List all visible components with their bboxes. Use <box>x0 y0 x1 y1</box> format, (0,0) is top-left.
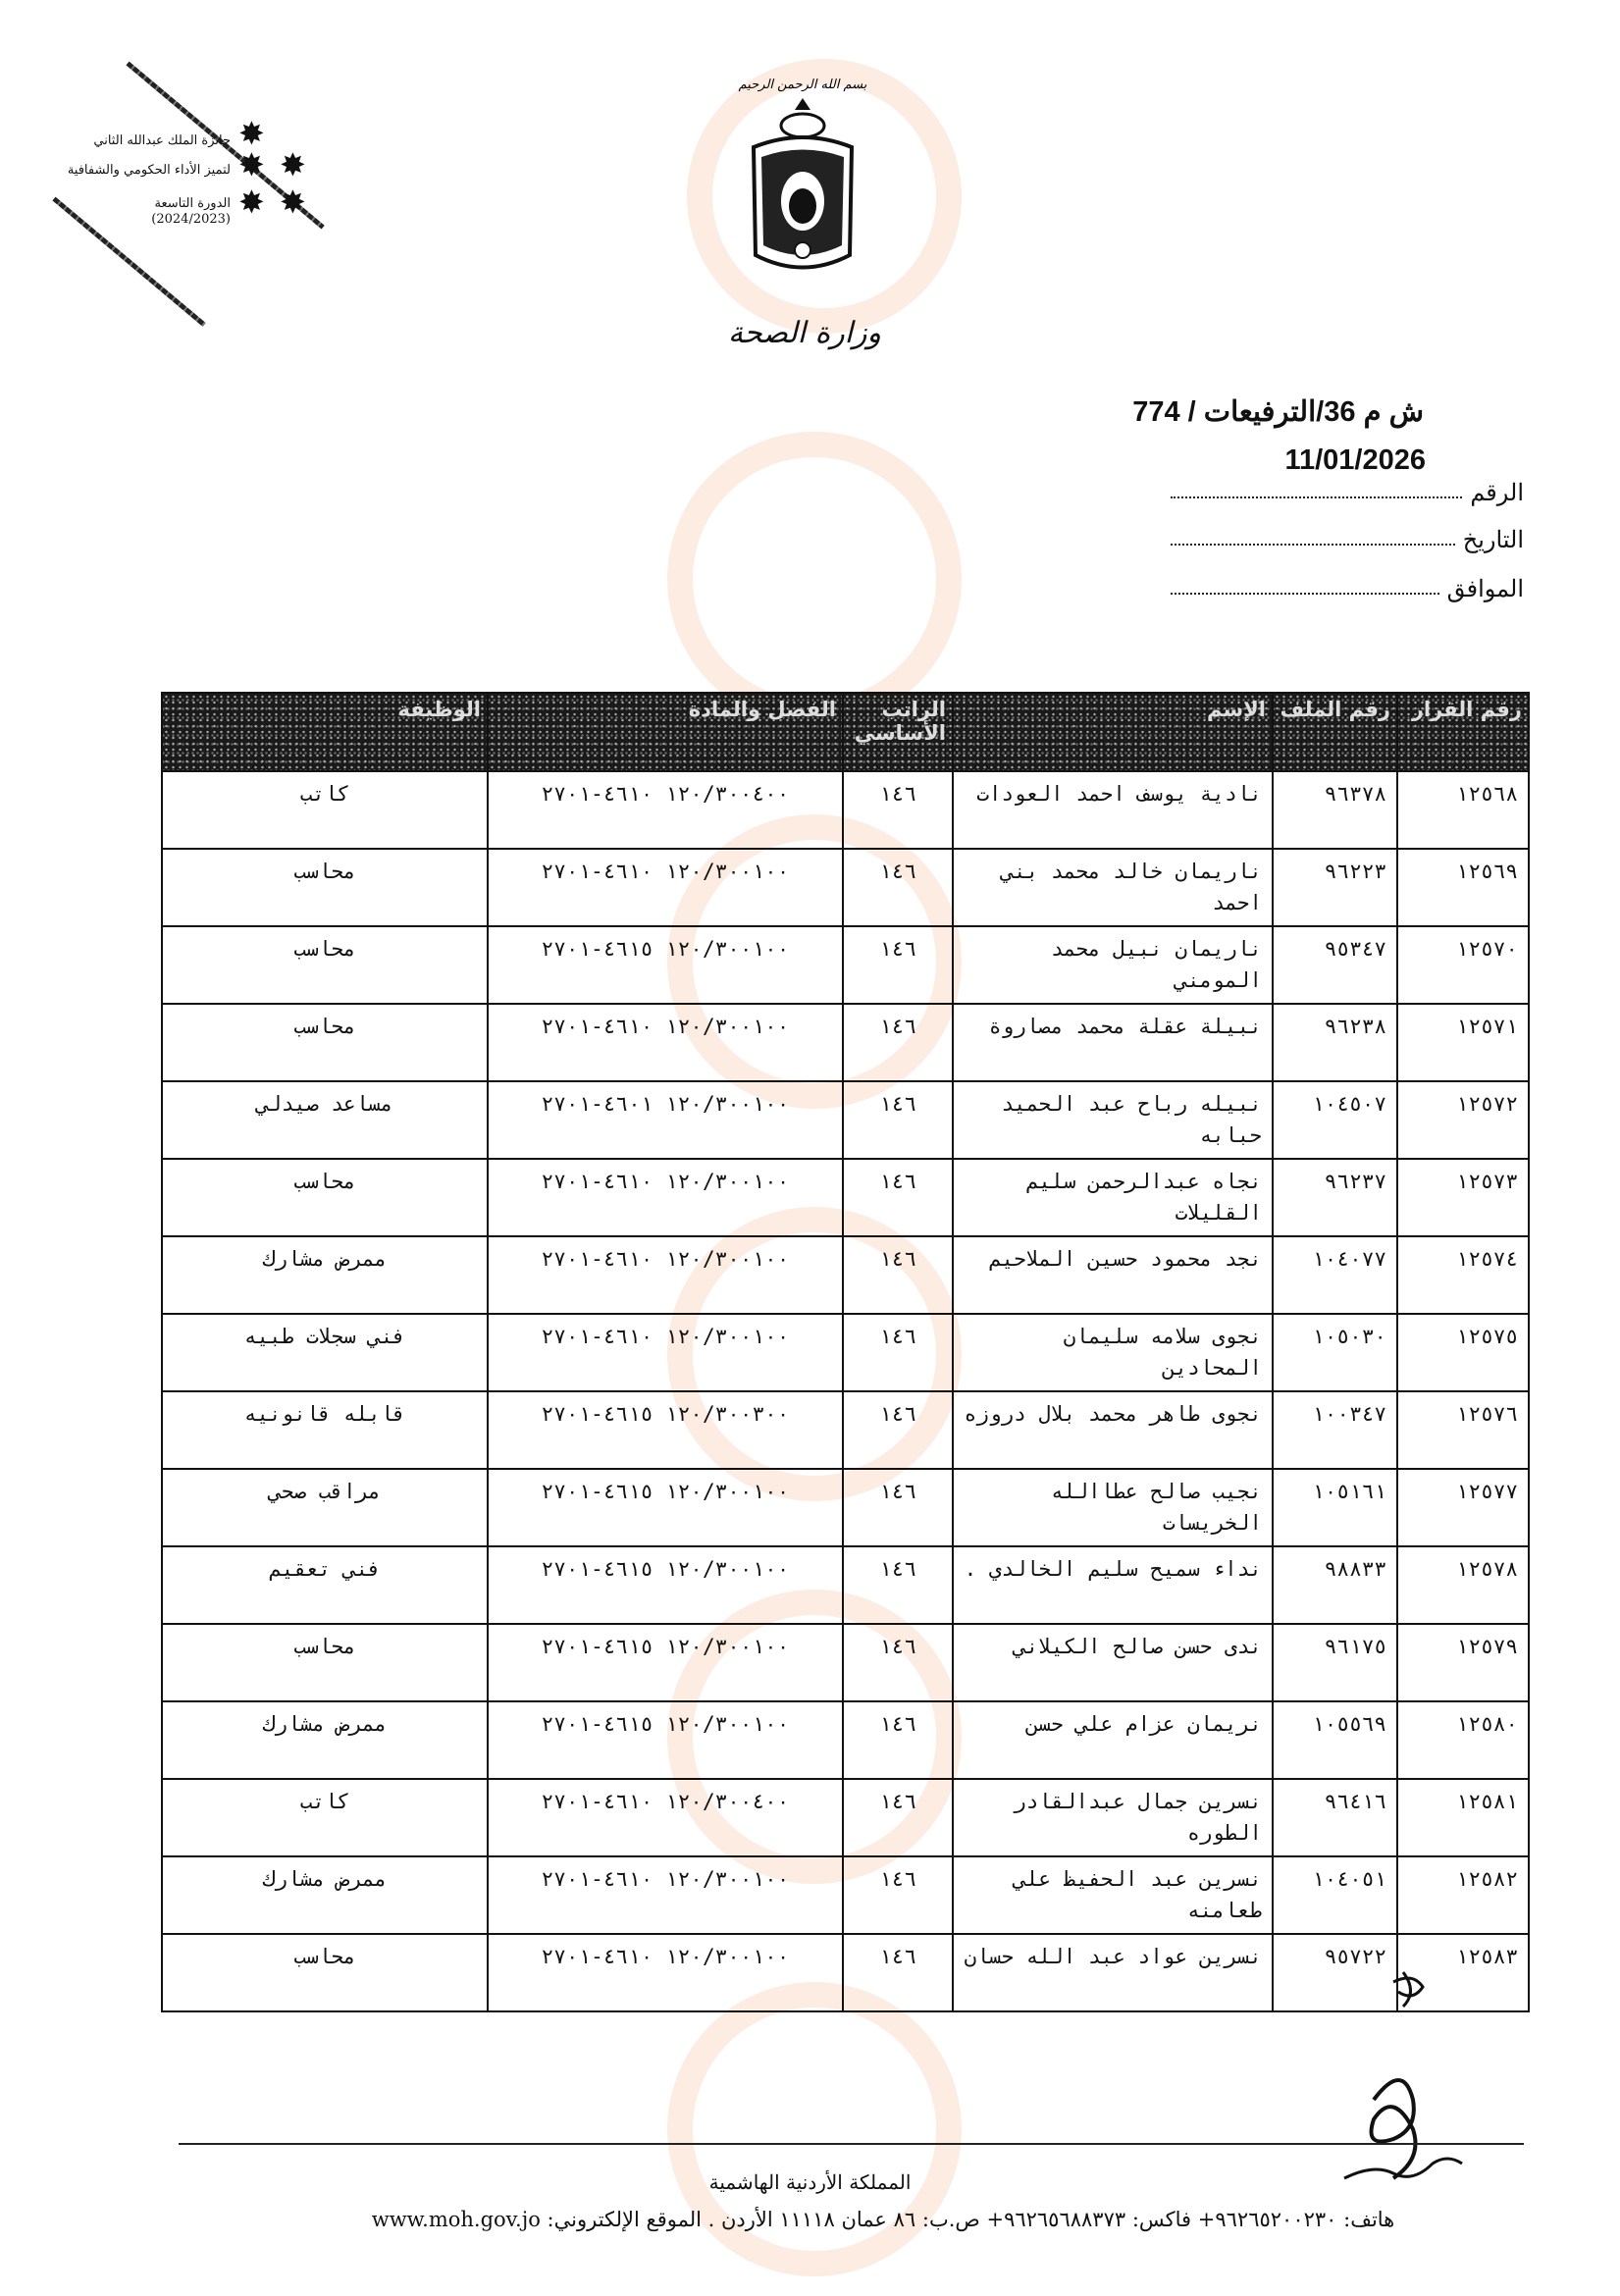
job-title-cell: ممرض مشارك <box>162 1236 488 1314</box>
header-job-title: الوظيفة <box>162 693 488 771</box>
watermark-clock <box>667 432 962 726</box>
header-chapter-article: الفصل والمادة <box>488 693 843 771</box>
star-icon: ✸ <box>280 146 306 183</box>
decision-number-cell: ١٢٥٧١ <box>1397 1004 1529 1081</box>
award-stamp <box>54 59 339 304</box>
table-row <box>162 1701 1529 1779</box>
job-title-cell: محاسب <box>162 1624 488 1701</box>
meta-date-row <box>1171 514 1524 553</box>
star-icon: ✸ <box>238 115 265 152</box>
promotions-table <box>161 692 1530 2012</box>
table-row <box>162 1314 1529 1391</box>
table-row <box>162 926 1529 1004</box>
name-cell: نجوى طاهر محمد بلال دروزه <box>953 1391 1273 1469</box>
file-number-cell: ٩٦١٧٥ <box>1273 1624 1397 1701</box>
decision-number-cell: ١٢٥٨١ <box>1397 1779 1529 1856</box>
table-row <box>162 1546 1529 1624</box>
decision-number-cell: ١٢٥٧٧ <box>1397 1469 1529 1546</box>
file-number-cell: ١٠٤٥٠٧ <box>1273 1081 1397 1159</box>
chapter-article-cell: ١٢٠/٣٠٠١٠٠ ٤٦١٥-٢٧٠١ <box>488 926 843 1004</box>
chapter-article-cell: ١٢٠/٣٠٠١٠٠ ٤٦١٠-٢٧٠١ <box>488 1159 843 1236</box>
job-title-cell: ممرض مشارك <box>162 1701 488 1779</box>
basic-salary-cell: ١٤٦ <box>843 1624 953 1701</box>
header-name: الإسم <box>953 693 1273 771</box>
decision-number-cell: ١٢٥٧٣ <box>1397 1159 1529 1236</box>
file-number-cell: ٩٦٣٧٨ <box>1273 771 1397 849</box>
star-icon: ✸ <box>238 146 265 183</box>
name-cell: نسرين عواد عبد الله حسان <box>953 1934 1273 2011</box>
header-file-number: رقم الملف <box>1273 693 1397 771</box>
ministry-name: وزارة الصحة <box>728 316 881 350</box>
file-number-cell: ٩٦٤١٦ <box>1273 1779 1397 1856</box>
basic-salary-cell: ١٤٦ <box>843 1081 953 1159</box>
stamp-line-3: الدورة التاسعة <box>154 196 231 211</box>
table-row <box>162 1856 1529 1934</box>
file-number-cell: ١٠٥٠٣٠ <box>1273 1314 1397 1391</box>
file-number-cell: ١٠٥٥٦٩ <box>1273 1701 1397 1779</box>
basmala: بسم الله الرحمن الرحيم <box>738 78 867 92</box>
basic-salary-cell: ١٤٦ <box>843 1004 953 1081</box>
job-title-cell: قابله قانونيه <box>162 1391 488 1469</box>
table-row <box>162 849 1529 926</box>
stamp-line-4: (2024/2023) <box>151 212 231 227</box>
chapter-article-cell: ١٢٠/٣٠٠١٠٠ ٤٦١٥-٢٧٠١ <box>488 1624 843 1701</box>
meta-corresponding-row <box>1171 563 1524 602</box>
star-icon: ✸ <box>238 183 265 221</box>
basic-salary-cell: ١٤٦ <box>843 1314 953 1391</box>
chapter-article-cell: ١٢٠/٣٠٠٣٠٠ ٤٦١٥-٢٧٠١ <box>488 1391 843 1469</box>
job-title-cell: كاتب <box>162 771 488 849</box>
name-cell: نسرين جمال عبدالقادر الطوره <box>953 1779 1273 1856</box>
footer-kingdom: المملكة الأردنية الهاشمية <box>708 2170 912 2194</box>
chapter-article-cell: ١٢٠/٣٠٠١٠٠ ٤٦١٥-٢٧٠١ <box>488 1469 843 1546</box>
decision-number-cell: ١٢٥٨٣ <box>1397 1934 1529 2011</box>
chapter-article-cell: ١٢٠/٣٠٠٤٠٠ ٤٦١٠-٢٧٠١ <box>488 1779 843 1856</box>
job-title-cell: محاسب <box>162 849 488 926</box>
decision-number-cell: ١٢٥٧٢ <box>1397 1081 1529 1159</box>
stamp-line-2: لتميز الأداء الحكومي والشفافية <box>67 163 231 178</box>
name-cell: نجاه عبدالرحمن سليم القليلات <box>953 1159 1273 1236</box>
basic-salary-cell: ١٤٦ <box>843 1236 953 1314</box>
chapter-article-cell: ١٢٠/٣٠٠١٠٠ ٤٦٠١-٢٧٠١ <box>488 1081 843 1159</box>
chapter-article-cell: ١٢٠/٣٠٠١٠٠ ٤٦١٥-٢٧٠١ <box>488 1546 843 1624</box>
table-row <box>162 1624 1529 1701</box>
chapter-article-cell: ١٢٠/٣٠٠١٠٠ ٤٦١٠-٢٧٠١ <box>488 849 843 926</box>
job-title-cell: مراقب صحي <box>162 1469 488 1546</box>
job-title-cell: مساعد صيدلي <box>162 1081 488 1159</box>
footer-divider <box>179 2143 1524 2145</box>
chapter-article-cell: ١٢٠/٣٠٠١٠٠ ٤٦١٠-٢٧٠١ <box>488 1934 843 2011</box>
dotted-line <box>1171 544 1455 546</box>
table-row <box>162 1779 1529 1856</box>
name-cell: نادية يوسف احمد العودات <box>953 771 1273 849</box>
table-row <box>162 1469 1529 1546</box>
job-title-cell: ممرض مشارك <box>162 1856 488 1934</box>
table-row <box>162 1004 1529 1081</box>
table-header-row <box>162 693 1529 771</box>
decision-number-cell: ١٢٥٧٥ <box>1397 1314 1529 1391</box>
jordan-crest-logo <box>734 69 871 294</box>
basic-salary-cell: ١٤٦ <box>843 1391 953 1469</box>
name-cell: ناريمان خالد محمد بني احمد <box>953 849 1273 926</box>
header-decision-number: رقم القرار <box>1397 693 1529 771</box>
date-label: التاريخ <box>1462 526 1524 553</box>
table-row <box>162 1236 1529 1314</box>
job-title-cell: كاتب <box>162 1779 488 1856</box>
basic-salary-cell: ١٤٦ <box>843 771 953 849</box>
name-cell: نجد محمود حسين الملاحيم <box>953 1236 1273 1314</box>
basic-salary-cell: ١٤٦ <box>843 1856 953 1934</box>
name-cell: نبيلة عقلة محمد مصاروة <box>953 1004 1273 1081</box>
name-cell: نسرين عبد الحفيظ علي طعامنه <box>953 1856 1273 1934</box>
footer-contact: هاتف: ٩٦٢٦٥٢٠٠٢٣٠+ فاكس: ٩٦٢٦٥٦٨٨٣٧٣+ ص.ب: ٨٦ عمان ١١١١٨ الأردن . الموقع الإلكتروني: www.moh.gov.jo <box>371 2208 1395 2231</box>
decision-number-cell: ١٢٥٧٨ <box>1397 1546 1529 1624</box>
handwritten-signature <box>1334 1962 1472 2198</box>
file-number-cell: ٩٨٨٣٣ <box>1273 1546 1397 1624</box>
name-cell: ناريمان نبيل محمد المومني <box>953 926 1273 1004</box>
file-number-cell: ١٠٤٠٥١ <box>1273 1856 1397 1934</box>
name-cell: نداء سميح سليم الخالدي . <box>953 1546 1273 1624</box>
decision-number-cell: ١٢٥٧٤ <box>1397 1236 1529 1314</box>
stamp-line-1: جائزة الملك عبدالله الثاني <box>93 133 231 148</box>
chapter-article-cell: ١٢٠/٣٠٠١٠٠ ٤٦١٠-٢٧٠١ <box>488 1314 843 1391</box>
table-row <box>162 771 1529 849</box>
basic-salary-cell: ١٤٦ <box>843 1779 953 1856</box>
basic-salary-cell: ١٤٦ <box>843 926 953 1004</box>
reference-number: ش م 36/الترفيعات / 774 <box>1132 396 1424 428</box>
chapter-article-cell: ١٢٠/٣٠٠٤٠٠ ٤٦١٠-٢٧٠١ <box>488 771 843 849</box>
file-number-cell: ١٠٤٠٧٧ <box>1273 1236 1397 1314</box>
file-number-cell: ٩٦٢٢٣ <box>1273 849 1397 926</box>
job-title-cell: فني سجلات طبيه <box>162 1314 488 1391</box>
dotted-line <box>1171 496 1462 498</box>
table-row <box>162 1934 1529 2011</box>
decision-number-cell: ١٢٥٨٠ <box>1397 1701 1529 1779</box>
chapter-article-cell: ١٢٠/٣٠٠١٠٠ ٤٦١٥-٢٧٠١ <box>488 1701 843 1779</box>
number-label: الرقم <box>1470 479 1524 506</box>
name-cell: ندى حسن صالح الكيلاني <box>953 1624 1273 1701</box>
name-cell: نريمان عزام علي حسن <box>953 1701 1273 1779</box>
chapter-article-cell: ١٢٠/٣٠٠١٠٠ ٤٦١٠-٢٧٠١ <box>488 1004 843 1081</box>
file-number-cell: ٩٦٢٣٨ <box>1273 1004 1397 1081</box>
reference-date: 11/01/2026 <box>1284 444 1426 476</box>
decision-number-cell: ١٢٥٦٨ <box>1397 771 1529 849</box>
job-title-cell: محاسب <box>162 1934 488 2011</box>
table-row <box>162 1081 1529 1159</box>
decision-number-cell: ١٢٥٧٠ <box>1397 926 1529 1004</box>
basic-salary-cell: ١٤٦ <box>843 849 953 926</box>
basic-salary-cell: ١٤٦ <box>843 1546 953 1624</box>
name-cell: نجوى سلامه سليمان المحادين <box>953 1314 1273 1391</box>
table-row <box>162 1159 1529 1236</box>
decision-number-cell: ١٢٥٧٦ <box>1397 1391 1529 1469</box>
decision-number-cell: ١٢٥٦٩ <box>1397 849 1529 926</box>
dotted-line <box>1171 593 1439 595</box>
job-title-cell: محاسب <box>162 1159 488 1236</box>
job-title-cell: محاسب <box>162 926 488 1004</box>
basic-salary-cell: ١٤٦ <box>843 1701 953 1779</box>
job-title-cell: محاسب <box>162 1004 488 1081</box>
file-number-cell: ٩٦٢٣٧ <box>1273 1159 1397 1236</box>
name-cell: نجيب صالح عطاالله الخريسات <box>953 1469 1273 1546</box>
chapter-article-cell: ١٢٠/٣٠٠١٠٠ ٤٦١٠-٢٧٠١ <box>488 1236 843 1314</box>
file-number-cell: ١٠٠٣٤٧ <box>1273 1391 1397 1469</box>
job-title-cell: فني تعقيم <box>162 1546 488 1624</box>
header-basic-salary: الراتب الأساسي <box>843 693 953 771</box>
meta-number-row <box>1171 467 1524 506</box>
basic-salary-cell: ١٤٦ <box>843 1934 953 2011</box>
basic-salary-cell: ١٤٦ <box>843 1469 953 1546</box>
decision-number-cell: ١٢٥٨٢ <box>1397 1856 1529 1934</box>
basic-salary-cell: ١٤٦ <box>843 1159 953 1236</box>
decision-number-cell: ١٢٥٧٩ <box>1397 1624 1529 1701</box>
corresponding-label: الموافق <box>1446 575 1524 602</box>
file-number-cell: ١٠٥١٦١ <box>1273 1469 1397 1546</box>
table-row <box>162 1391 1529 1469</box>
watermark-clock <box>667 1982 962 2276</box>
chapter-article-cell: ١٢٠/٣٠٠١٠٠ ٤٦١٠-٢٧٠١ <box>488 1856 843 1934</box>
star-icon: ✸ <box>280 183 306 221</box>
name-cell: نبيله رباح عبد الحميد حبابه <box>953 1081 1273 1159</box>
file-number-cell: ٩٥٧٢٢ <box>1273 1934 1397 2011</box>
file-number-cell: ٩٥٣٤٧ <box>1273 926 1397 1004</box>
